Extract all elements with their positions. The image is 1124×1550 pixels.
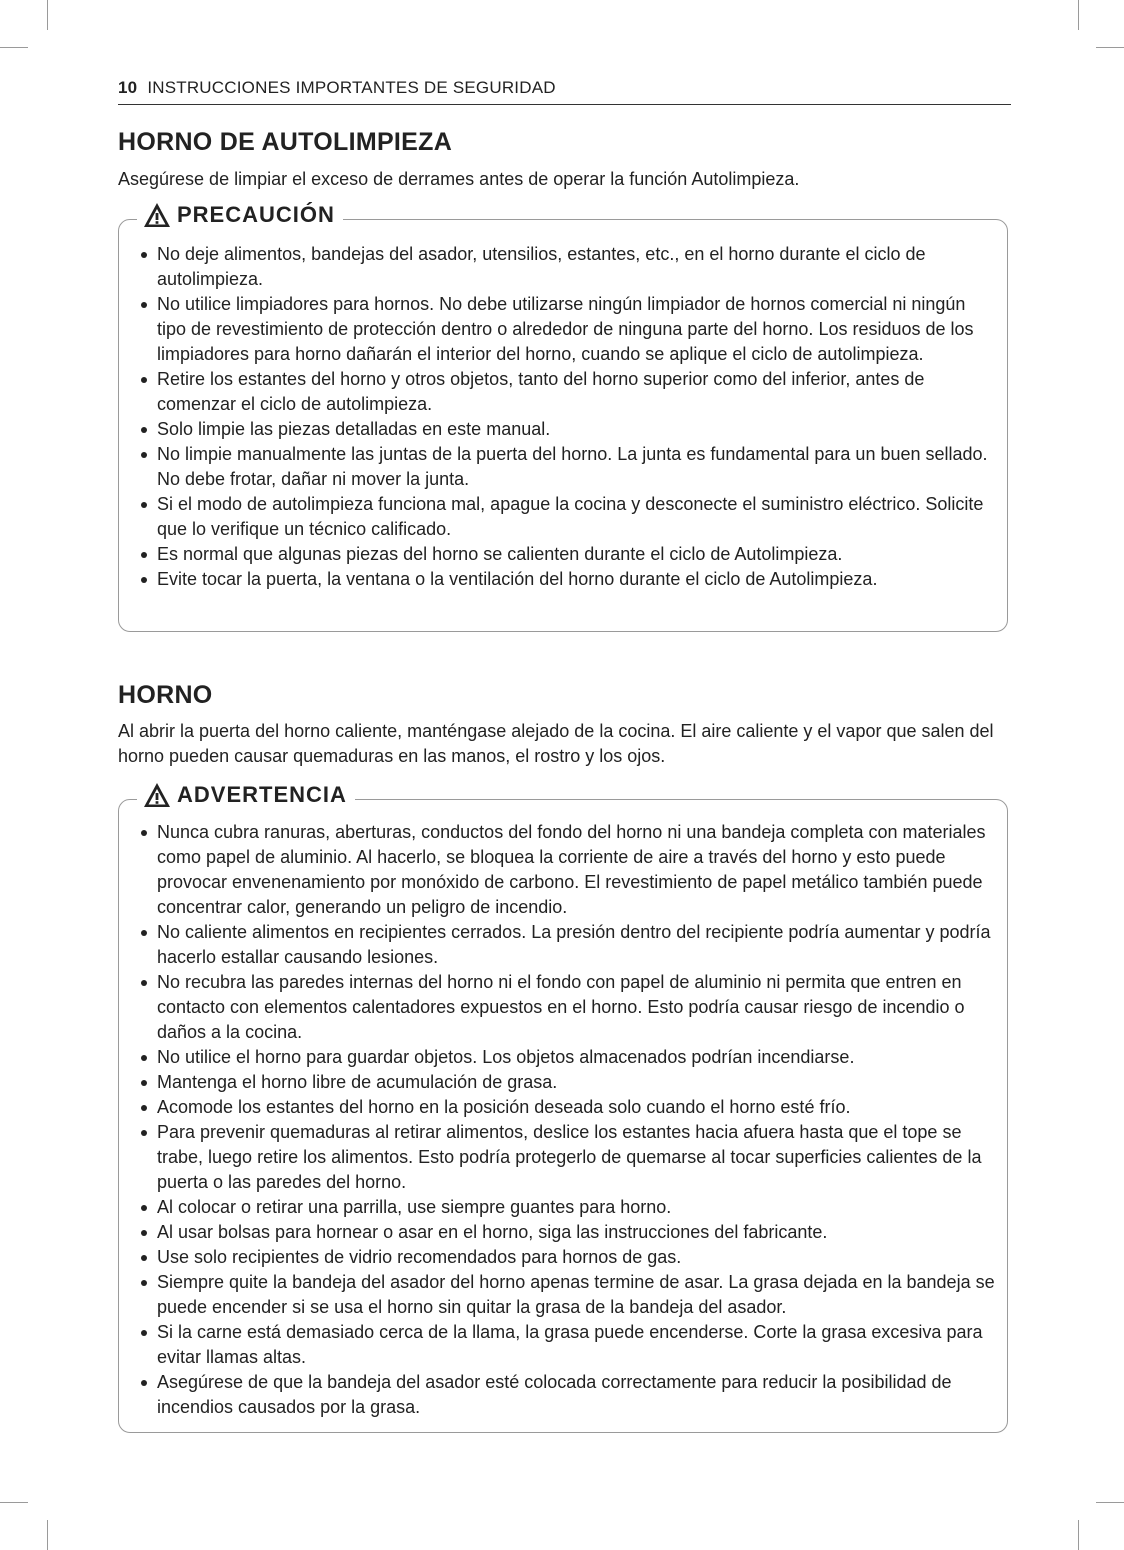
list-item: Retire los estantes del horno y otros objetos, tanto del horno superior como del inferior, antes de comenzar el ciclo de autolimpieza. (127, 367, 995, 417)
list-item: No utilice limpiadores para hornos. No debe utilizarse ningún limpiador de hornos comercial ni ningún tipo de revestimiento de protección dentro o alrededor de ninguna parte del horno. Los residuos de los limpiadores para horno dañarán el interior del horno, cuando se aplique el ciclo de autolimpieza. (127, 292, 995, 367)
list-item: Siempre quite la bandeja del asador del horno apenas termine de asar. La grasa dejada en la bandeja se puede encender si se usa el horno sin quitar la grasa de la bandeja del asador. (127, 1270, 995, 1320)
self-clean-intro: Asegúrese de limpiar el exceso de derrames antes de operar la función Autolimpieza. (118, 169, 800, 189)
list-item: No recubra las paredes internas del horno ni el fondo con papel de aluminio ni permita que entren en contacto con elementos calentadores expuestos en el horno. Esto podría causar riesgo de incendio o daños a la cocina. (127, 970, 995, 1045)
bullet-icon (141, 427, 147, 433)
bullet-icon (141, 930, 147, 936)
list-item: No utilice el horno para guardar objetos. Los objetos almacenados podrían incendiarse. (127, 1045, 995, 1070)
list-item: Al colocar o retirar una parrilla, use siempre guantes para horno. (127, 1195, 995, 1220)
bullet-icon (141, 302, 147, 308)
list-item: Al usar bolsas para hornear o asar en el horno, siga las instrucciones del fabricante. (127, 1220, 995, 1245)
crop-mark (0, 47, 28, 48)
list-item: Si la carne está demasiado cerca de la llama, la grasa puede encenderse. Corte la grasa excesiva para evitar llamas altas. (127, 1320, 995, 1370)
crop-mark (0, 1502, 28, 1503)
list-item: Para prevenir quemaduras al retirar alimentos, deslice los estantes hacia afuera hasta que el tope se trabe, luego retire los alimentos. Esto podría protegerlo de quemarse al tocar superficies calientes de la puerta o las paredes del horno. (127, 1120, 995, 1195)
bullet-icon (141, 452, 147, 458)
bullet-icon (141, 577, 147, 583)
bullet-icon (141, 1130, 147, 1136)
header-title: INSTRUCCIONES IMPORTANTES DE SEGURIDAD (147, 78, 556, 97)
bullet-icon (141, 552, 147, 558)
warning-box (118, 782, 1008, 1433)
crop-mark (1096, 47, 1124, 48)
bullet-icon (141, 1230, 147, 1236)
caution-label (137, 202, 343, 228)
list-item: Use solo recipientes de vidrio recomendados para hornos de gas. (127, 1245, 995, 1270)
bullet-icon (141, 1055, 147, 1061)
list-item: Acomode los estantes del horno en la posición deseada solo cuando el horno esté frío. (127, 1095, 995, 1120)
crop-mark (1078, 1520, 1079, 1550)
bullet-icon (141, 1380, 147, 1386)
warning-list (127, 820, 995, 1420)
list-item: No deje alimentos, bandejas del asador, utensilios, estantes, etc., en el horno durante el ciclo de autolimpieza. (127, 242, 995, 292)
bullet-icon (141, 1280, 147, 1286)
warning-label-text: ADVERTENCIA (177, 782, 347, 807)
list-item: Si el modo de autolimpieza funciona mal, apague la cocina y desconecte el suministro eléctrico. Solicite que lo verifique un técnico calificado. (127, 492, 995, 542)
list-item: Mantenga el horno libre de acumulación de grasa. (127, 1070, 995, 1095)
bullet-icon (141, 1330, 147, 1336)
caution-list (127, 242, 995, 592)
bullet-icon (141, 1105, 147, 1111)
list-item: Nunca cubra ranuras, aberturas, conductos del fondo del horno ni una bandeja completa con materiales como papel de aluminio. Al hacerlo, se bloquea la corriente de aire a través del horno y esto puede provocar envenenamiento por monóxido de carbono. El revestimiento de papel metálico también puede concentrar calor, generando un peligro de incendio. (127, 820, 995, 920)
list-item: Asegúrese de que la bandeja del asador esté colocada correctamente para reducir la posibilidad de incendios causados por la grasa. (127, 1370, 995, 1420)
bullet-icon (141, 377, 147, 383)
warning-triangle-icon (143, 782, 171, 808)
crop-mark (1078, 0, 1079, 30)
bullet-icon (141, 1255, 147, 1261)
page-number: 10 (118, 78, 138, 97)
caution-box (118, 202, 1008, 632)
bullet-icon (141, 980, 147, 986)
crop-mark (47, 0, 48, 30)
section-title-oven: HORNO (118, 681, 213, 709)
bullet-icon (141, 830, 147, 836)
bullet-icon (141, 502, 147, 508)
list-item: No limpie manualmente las juntas de la puerta del horno. La junta es fundamental para un buen sellado. No debe frotar, dañar ni mover la junta. (127, 442, 995, 492)
list-item: Solo limpie las piezas detalladas en este manual. (127, 417, 995, 442)
section-title-self-clean: HORNO DE AUTOLIMPIEZA (118, 128, 453, 156)
crop-mark (1096, 1502, 1124, 1503)
warning-triangle-icon (143, 202, 171, 228)
list-item: Es normal que algunas piezas del horno se calienten durante el ciclo de Autolimpieza. (127, 542, 995, 567)
caution-label-text: PRECAUCIÓN (177, 202, 335, 227)
bullet-icon (141, 1205, 147, 1211)
bullet-icon (141, 1080, 147, 1086)
bullet-icon (141, 252, 147, 258)
list-item: Evite tocar la puerta, la ventana o la ventilación del horno durante el ciclo de Autolimpieza. (127, 567, 995, 592)
crop-mark (47, 1520, 48, 1550)
oven-intro: Al abrir la puerta del horno caliente, manténgase alejado de la cocina. El aire caliente y el vapor que salen del horno pueden causar quemaduras en las manos, el rostro y los ojos. (118, 721, 994, 766)
warning-label (137, 782, 355, 808)
page-header (118, 78, 1011, 105)
list-item: No caliente alimentos en recipientes cerrados. La presión dentro del recipiente podría aumentar y podría hacerlo estallar causando lesiones. (127, 920, 995, 970)
